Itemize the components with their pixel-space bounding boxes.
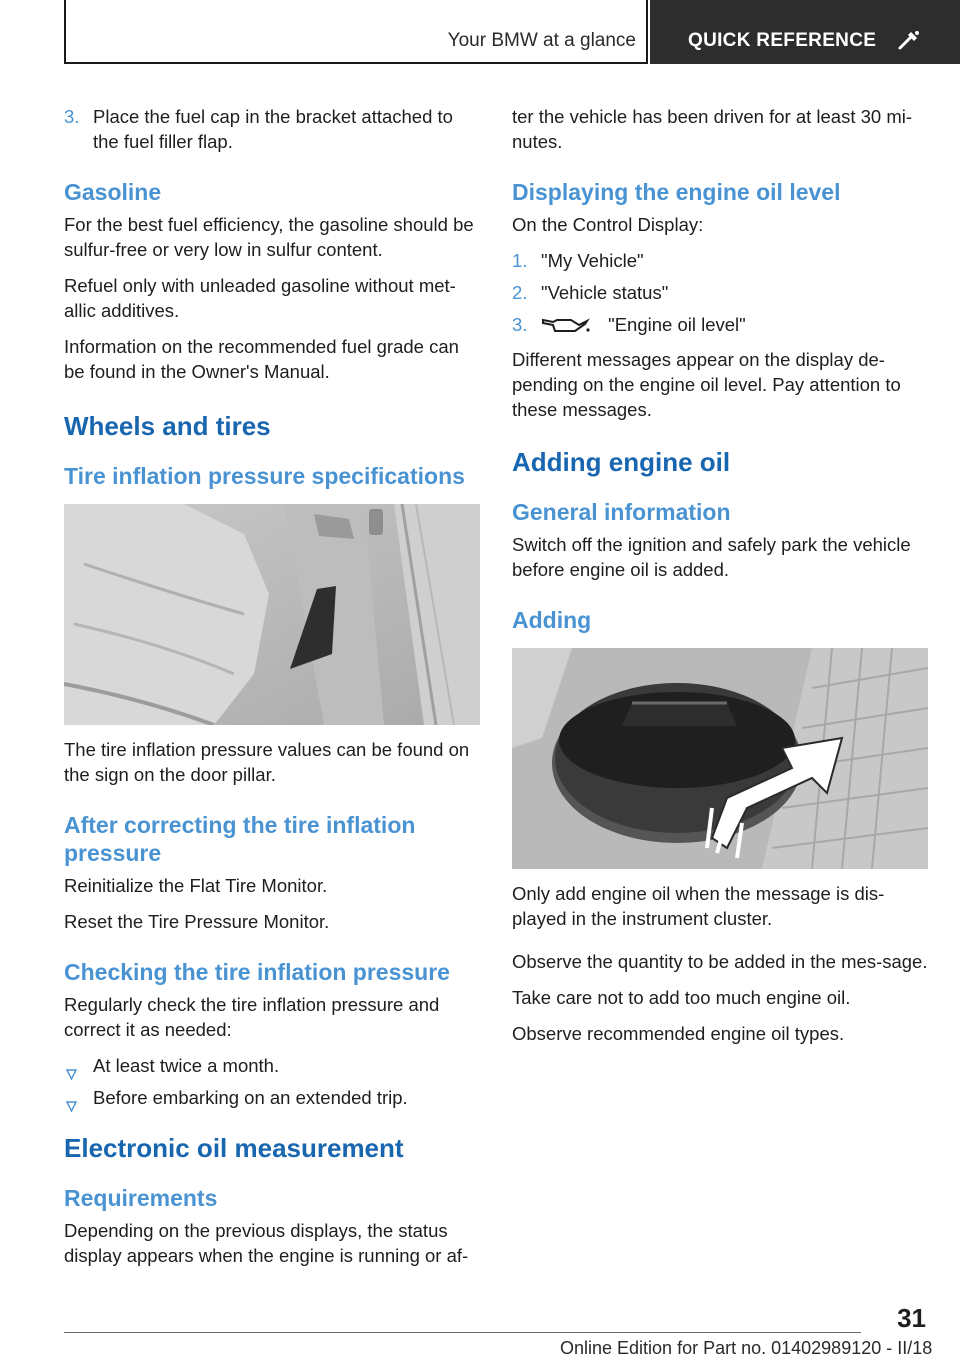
gasoline-heading: Gasoline	[64, 179, 162, 205]
list-item	[64, 1053, 480, 1078]
step-text: "Vehicle status"	[541, 282, 669, 303]
fuel-cap-steps	[64, 104, 480, 154]
after-correcting-heading: After correcting the tire inflation pressure	[64, 812, 416, 866]
step-number: 3.	[64, 106, 80, 127]
checking-bullets	[64, 1053, 480, 1110]
general-information-paragraph: Switch off the ignition and safely park the vehicle before engine oil is added.	[512, 534, 911, 580]
wrench-icon	[897, 29, 921, 56]
left-column	[64, 104, 480, 1279]
requirements-heading: Requirements	[64, 1185, 218, 1211]
gasoline-paragraph-3: Information on the recommended fuel grade can be found in the Owner's Manual.	[64, 336, 459, 382]
messages-paragraph: Different messages appear on the display de‐pending on the engine oil level. Pay attention to these messages.	[512, 349, 901, 420]
step-number: 2.	[512, 282, 528, 303]
step-number: 3.	[512, 314, 528, 335]
header-section-title: Your BMW at a glance	[447, 30, 636, 51]
after-correcting-paragraph-2: Reset the Tire Pressure Monitor.	[64, 911, 330, 932]
step-number: 1.	[512, 250, 528, 271]
requirements-paragraph: Depending on the previous displays, the status display appears when the engine is running or af‐	[64, 1220, 469, 1266]
checking-pressure-heading: Checking the tire inflation pressure	[64, 959, 450, 985]
quick-reference-label: QUICK REFERENCE	[688, 30, 877, 51]
footer-divider	[64, 1332, 861, 1333]
adding-paragraph-2: Observe the quantity to be added in the mes‐sage.	[512, 951, 928, 972]
after-correcting-paragraph-1: Reinitialize the Flat Tire Monitor.	[64, 875, 328, 896]
display-steps	[512, 248, 928, 340]
adding-engine-oil-heading: Adding engine oil	[512, 447, 731, 477]
display-oil-level-heading: Displaying the engine oil level	[512, 179, 841, 205]
tire-pressure-spec-paragraph: The tire inflation pressure values can be found on the sign on the door pillar.	[64, 739, 470, 785]
checking-pressure-paragraph: Regularly check the tire inflation pressure and correct it as needed:	[64, 994, 440, 1040]
control-display-intro: On the Control Display:	[512, 214, 704, 235]
tire-pressure-spec-heading: Tire inflation pressure specifications	[64, 463, 465, 489]
step-text: "Engine oil level"	[608, 314, 746, 335]
footer-edition: Online Edition for Part no. 01402989120 - II/18	[560, 1338, 933, 1358]
triangle-bullet-icon	[66, 1093, 77, 1118]
bullet-text: At least twice a month.	[93, 1055, 280, 1076]
bullet-text: Before embarking on an extended trip.	[93, 1087, 408, 1108]
gasoline-paragraph-2: Refuel only with unleaded gasoline without met‐allic additives.	[64, 275, 456, 321]
wheels-tires-heading: Wheels and tires	[64, 411, 271, 441]
adding-paragraph-3: Take care not to add too much engine oil.	[512, 987, 851, 1008]
triangle-bullet-icon	[66, 1061, 77, 1086]
general-information-heading: General information	[512, 499, 731, 525]
adding-paragraph-1: Only add engine oil when the message is dis‐played in the instrument cluster.	[512, 883, 885, 929]
list-item	[64, 1085, 480, 1110]
page-number: 31	[897, 1303, 926, 1333]
oil-filler-cap-image	[512, 648, 928, 869]
electronic-oil-heading: Electronic oil measurement	[64, 1133, 404, 1163]
gasoline-paragraph-1: For the best fuel efficiency, the gasoline should be sulfur-free or very low in sulfur content.	[64, 214, 474, 260]
right-column	[512, 104, 928, 1057]
adding-paragraph-4: Observe recommended engine oil types.	[512, 1023, 845, 1044]
oil-can-icon	[541, 315, 591, 340]
door-pillar-image	[64, 504, 480, 725]
step-text: Place the fuel cap in the bracket attached to the fuel filler flap.	[93, 106, 453, 152]
step-item	[512, 248, 928, 273]
continued-paragraph: ter the vehicle has been driven for at least 30 mi‐nutes.	[512, 106, 913, 152]
step-text: "My Vehicle"	[541, 250, 644, 271]
adding-heading: Adding	[512, 607, 592, 633]
step-item	[512, 280, 928, 305]
step-item	[64, 104, 480, 154]
quick-reference-tab[interactable]	[650, 0, 960, 64]
step-item	[512, 312, 928, 340]
